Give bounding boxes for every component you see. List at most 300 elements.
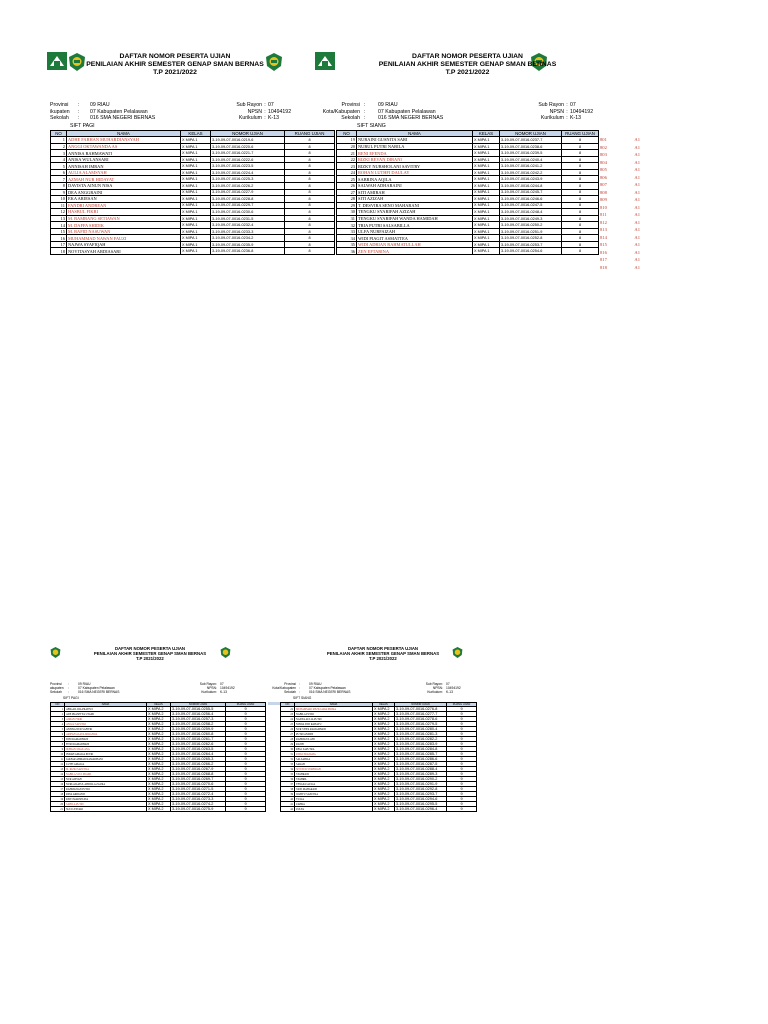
cell-exam-number: 3-19-09-07-0016-0282-2 [395,737,447,742]
cell-exam-number: 3-19-09-07-0016-0287-5 [395,762,447,767]
shift-label-small-right: SIFT SIANG [293,696,312,700]
cell-class: X MIPA 1 [181,202,211,209]
side-code-row [600,211,640,219]
cell-class: X MIPA 2 [373,712,395,717]
cell-class: X MIPA 1 [181,241,211,248]
cell-exam-number: 3-19-09-07-0016-0229-7 [211,202,285,209]
cell-room: 8 [562,248,599,255]
cell-exam-number: 3-19-09-07-0016-0274-2 [171,802,226,807]
cell-no: 35 [337,241,357,248]
cell-name: SALWAH ADHARAINI [357,183,473,190]
cell-no: 39 [281,792,295,797]
cell-room: 8 [285,241,335,248]
cell-name: NOVITASYAH ARDIASARI [67,248,181,255]
info-value: 10494192 [570,108,594,115]
cell-no: 27 [281,732,295,737]
cell-no: 4 [51,156,67,163]
cell-class: X MIPA 2 [147,737,171,742]
cell-room: 8 [285,228,335,235]
cell-name: VANI MAHARANI [295,787,373,792]
cell-no: 13 [51,767,65,772]
cell-no: 12 [51,762,65,767]
info-value: 07 [268,102,274,108]
cell-room: 9 [226,777,266,782]
cell-name: SITI NUR SYAHIRAH [295,767,373,772]
cell-name: RIZKY NURSHOLANI SAVITRY [357,163,473,170]
cell-no: 17 [51,787,65,792]
cell-name: PUTRI ANDINI [295,732,373,737]
page-title-left [80,53,270,77]
side-code: 808 [600,189,607,195]
cell-exam-number: 3-19-09-07-0016-0286-6 [395,757,447,762]
cell-exam-number: 3-19-09-07-0016-0240-4 [500,156,562,163]
side-code-row [600,151,640,159]
cell-exam-number: 3-19-09-07-0016-0261-7 [171,737,226,742]
cell-class: X MIPA 1 [181,215,211,222]
column-header: NAMA [295,703,373,707]
cell-room: 9 [447,777,477,782]
side-code: 807 [600,182,607,187]
cell-exam-number: 3-19-09-07-0016-0258-2 [171,722,226,727]
side-code: 801 [600,137,607,142]
cell-exam-number: 3-19-09-07-0016-0230-6 [211,209,285,216]
cell-exam-number: 3-19-09-07-0016-0219-6 [211,137,285,144]
side-room: A1 [634,189,640,195]
cell-room: 8 [285,143,335,150]
cell-no: 11 [51,757,65,762]
info-label: Kota/Kabupaten [322,108,360,115]
page-title-right [370,53,565,77]
cell-class: X MIPA 2 [373,767,395,772]
cell-room: 9 [226,792,266,797]
cell-exam-number: 3-19-09-07-0016-0239-5 [500,150,562,157]
cell-class: X MIPA 1 [473,189,500,196]
title-line3: T.P 2021/2022 [153,69,197,77]
side-code-row [600,219,640,227]
cell-name: TENGKU SYARIFAH WANDA HAMIDAH [357,215,473,222]
cell-class: X MIPA 1 [181,143,211,150]
cell-room: 9 [226,727,266,732]
side-room: A1 [634,144,640,150]
cell-no: 3 [51,717,65,722]
cell-class: X MIPA 2 [147,747,171,752]
info-label: Kurikulum [427,690,442,695]
cell-class: X MIPA 1 [473,241,500,248]
provincial-emblem-icon [315,52,335,70]
cell-class: X MIPA 1 [473,150,500,157]
cell-name: NURAINI GUSNITA SARI [357,137,473,144]
school-meta-right: Sub Rayon : 07 NPSN : 10494192 Kurikulum : K-13 [530,102,593,122]
cell-exam-number: 3-19-09-07-0016-0259-9 [171,727,226,732]
cell-name: RENI EFENDA [357,150,473,157]
cell-class: X MIPA 1 [181,235,211,242]
cell-exam-number: 3-19-09-07-0016-0254-6 [500,248,562,255]
cell-room: 8 [562,202,599,209]
cell-name: NINDA DWI RAHAYU [295,722,373,727]
cell-room: 9 [226,762,266,767]
cell-class: X MIPA 2 [147,732,171,737]
cell-room: 9 [447,787,477,792]
side-code-row [600,204,640,212]
side-code: 802 [600,144,607,150]
page-title-small-right [308,646,458,661]
info-label: Sekolah [341,115,360,121]
info-value: 07 Kabupaten Pelalawan [90,108,148,115]
cell-name: INDAH AMALIA PUTRI [65,752,147,757]
cell-class: X MIPA 2 [147,727,171,732]
cell-room: 8 [285,196,335,203]
column-header: RUANG UJIAN [285,131,335,137]
cell-room: 8 [562,150,599,157]
cell-exam-number: 3-19-09-07-0016-0281-3 [395,732,447,737]
cell-class: X MIPA 2 [373,807,395,812]
side-code-row [600,181,640,189]
cell-name: SYAHRANI [295,772,373,777]
cell-class: X MIPA 2 [373,717,395,722]
info-label: NPSN [247,108,262,115]
cell-no: 23 [281,712,295,717]
cell-exam-number: 3-19-09-07-0016-0234-2 [211,235,285,242]
cell-room: 9 [447,757,477,762]
cell-name: MUHAMMAD NAWAN FAUZI [67,235,181,242]
cell-no: 6 [51,169,67,176]
cell-room: 9 [226,737,266,742]
cell-room: 8 [562,215,599,222]
info-value: 10494192 [220,686,235,691]
cell-class: X MIPA 2 [373,757,395,762]
cell-class: X MIPA 2 [373,722,395,727]
cell-name: TENGKU SYARIFAH AZIZAH [357,209,473,216]
cell-exam-number: 3-19-09-07-0016-0252-8 [500,235,562,242]
side-code: 805 [600,167,607,172]
cell-room: 9 [226,767,266,772]
side-room: A1 [634,242,640,247]
info-label: Provinsi [341,102,360,108]
provincial-emblem-icon [47,52,67,70]
info-label: Provinsi [50,682,62,686]
cell-exam-number: 3-19-09-07-0016-0262-6 [171,742,226,747]
cell-exam-number: 3-19-09-07-0016-0246-6 [500,196,562,203]
side-code-row [600,256,640,264]
cell-name: ZEN EFTARINA [357,248,473,255]
cell-exam-number: 3-19-09-07-0016-0253-7 [500,241,562,248]
cell-class: X MIPA 2 [147,717,171,722]
column-header: NAMA [65,703,147,707]
cell-name: ZAHRA [295,802,373,807]
cell-exam-number: 3-19-09-07-0016-0264-4 [171,752,226,757]
cell-exam-number: 3-19-09-07-0016-0248-4 [500,209,562,216]
cell-class: X MIPA 1 [181,169,211,176]
cell-no: 9 [51,189,67,196]
column-header: KELAS [473,131,500,137]
cell-room: 8 [285,215,335,222]
cell-room: 8 [285,209,335,216]
cell-no: 6 [51,732,65,737]
cell-room: 9 [226,747,266,752]
cell-no: 11 [51,202,67,209]
cell-no: 22 [281,707,295,712]
cell-room: 8 [562,189,599,196]
info-value: 016 SMA NEGERI BERNAS [78,690,120,695]
info-value: 07 [220,682,224,686]
cell-name: AULIA ALAMSYAH [67,169,181,176]
cell-room: 8 [562,176,599,183]
cell-name: SITI AZIZAH [357,196,473,203]
cell-room: 9 [447,802,477,807]
cell-no: 19 [51,797,65,802]
cell-exam-number: 3-19-09-07-0016-0263-5 [171,747,226,752]
cell-room: 8 [285,176,335,183]
cell-exam-number: 3-19-09-07-0016-0247-5 [500,202,562,209]
cell-class: X MIPA 2 [373,787,395,792]
title-line2: PENILAIAN AKHIR SEMESTER GENAP SMAN BERNAS [326,651,440,657]
cell-no: 19 [337,137,357,144]
side-code: 813 [600,227,607,232]
column-header: NO [51,131,67,137]
side-code-row [600,249,640,257]
participants-table-right [336,130,599,255]
cell-no: 8 [51,183,67,190]
cell-exam-number: 3-19-09-07-0016-0271-5 [171,787,226,792]
side-code-row [600,196,640,204]
info-value: 07 Kabupaten Pelalawan [78,686,115,691]
side-room: A1 [634,204,640,210]
info-label: Sub Rayon [538,102,564,108]
cell-name: RINA ARDIANTI [65,792,147,797]
cell-name: RIZKI REVAN DIRANI [357,156,473,163]
bottom-section [0,640,768,811]
cell-class: X MIPA 1 [473,156,500,163]
cell-name: EKA ARIESAN [67,196,181,203]
column-header: KELAS [181,131,211,137]
cell-no: 23 [337,163,357,170]
cell-room: 9 [226,717,266,722]
cell-name: RISTI MARSELINA [65,797,147,802]
cell-exam-number: 3-19-09-07-0016-0243-9 [500,176,562,183]
cell-room: 9 [447,712,477,717]
cell-name: NAJWA SYAFIQAH [67,241,181,248]
cell-exam-number: 3-19-09-07-0016-0226-2 [211,183,285,190]
cell-room: 8 [285,202,335,209]
side-room: A1 [634,182,640,187]
school-info-small-left: Provinsi : 09 RIAU akupaten : 07 Kabupaten Pelalawan Sekolah : 016 SMA NEGERI BERNAS [50,682,120,695]
shift-label-right: SIFT SIANG [357,123,386,129]
side-code: 815 [600,242,607,247]
table-row [281,807,477,812]
cell-room: 9 [447,762,477,767]
cell-class: X MIPA 1 [181,222,211,229]
cell-no: 25 [281,722,295,727]
info-label: NPSN [206,686,216,691]
cell-no: 41 [281,802,295,807]
cell-room: 9 [226,797,266,802]
side-room: A1 [634,219,640,225]
cell-name: ROHAN LUTHFI DAULAY [357,169,473,176]
cell-room: 9 [447,732,477,737]
cell-class: X MIPA 2 [147,722,171,727]
cell-name: ANNISA NUR SAFITRI [65,727,147,732]
info-label: Sub Rayon [236,102,262,108]
cell-class: X MIPA 2 [373,782,395,787]
cell-class: X MIPA 1 [181,156,211,163]
cell-name: ANGGI SAPUTRI [65,722,147,727]
cell-class: X MIPA 1 [473,196,500,203]
top-section [0,0,768,280]
cell-exam-number: 3-19-09-07-0016-0256-4 [171,712,226,717]
info-label: NPSN [432,686,442,691]
cell-room: 9 [447,807,477,812]
column-header: KELAS [373,703,395,707]
cell-class: X MIPA 2 [373,727,395,732]
cell-exam-number: 3-19-09-07-0016-0233-3 [211,228,285,235]
cell-class: X MIPA 1 [181,248,211,255]
cell-exam-number: 3-19-09-07-0016-0227-9 [211,189,285,196]
info-value: K-13 [268,115,279,121]
cell-name: SITI AMIRAH [357,189,473,196]
cell-room: 9 [447,722,477,727]
cell-no: 26 [281,727,295,732]
cell-no: 31 [337,215,357,222]
cell-name: TRIA PUTRI SALSABILLA [357,222,473,229]
cell-name: JAKFAR AHMAD RAMADHANI [65,757,147,762]
cell-class: X MIPA 2 [147,752,171,757]
cell-name: M. RIZKI SAPUTRA [65,767,147,772]
column-header: RUANG UJIAN [226,703,266,707]
cell-room: 8 [562,228,599,235]
side-code-row [600,189,640,197]
cell-name: ANGGI OKTAWANDA AS [67,143,181,150]
side-code: 818 [600,264,607,270]
cell-exam-number: 3-19-09-07-0016-0221-7 [211,150,285,157]
cell-name: NADYA AULIA PUTRI [295,717,373,722]
side-code: 809 [600,197,607,202]
cell-name: ZULFA [295,807,373,812]
info-label: Kurikulum [238,115,262,121]
cell-no: 29 [281,742,295,747]
column-header: RUANG UJIAN [447,703,477,707]
cell-name: REGI SAPUTRA [295,747,373,752]
cell-no: 8 [51,742,65,747]
cell-name: IKHSAN MAULANA [65,747,147,752]
cell-exam-number: 3-19-09-07-0016-0249-3 [500,215,562,222]
cell-no: 24 [281,717,295,722]
cell-exam-number: 3-19-09-07-0016-0242-2 [500,169,562,176]
column-header: RUANG UJIAN [562,131,599,137]
cell-no: 25 [337,176,357,183]
info-value: 09 RIAU [78,682,91,686]
cell-no: 16 [51,782,65,787]
cell-name: ABIGAIL RIA PRATIWI [65,707,147,712]
cell-exam-number: 3-19-09-07-0016-0292-8 [395,787,447,792]
title-line2: PENILAIAN AKHIR SEMESTER GENAP SMAN BERNAS [378,61,557,69]
cell-class: X MIPA 1 [473,176,500,183]
cell-name: SUCI LESTARI [65,807,147,812]
side-code: 810 [600,204,607,210]
cell-exam-number: 3-19-09-07-0016-0241-2 [500,163,562,170]
cell-exam-number: 3-19-09-07-0016-0245-7 [500,189,562,196]
cell-name: NABILA PUTRI [295,712,373,717]
page-title-small-left [75,646,225,661]
school-meta-left: Sub Rayon : 07 NPSN : 10494192 Kurikulum : K-13 [230,102,291,122]
cell-no: 20 [337,143,357,150]
side-room: A1 [634,159,640,165]
cell-name: SAHILA PUTRI [65,802,147,807]
cell-class: X MIPA 2 [147,712,171,717]
cell-room: 8 [562,222,599,229]
cell-name: NUR SYIFA RAMADHANI [295,727,373,732]
cell-room: 8 [285,248,335,255]
cell-no: 10 [51,196,67,203]
cell-room: 9 [447,717,477,722]
cell-room: 8 [562,163,599,170]
info-value: 016 SMA NEGERI BERNAS [309,690,351,695]
cell-name: DINI RAMADHANI [65,737,147,742]
side-code-row [600,241,640,249]
table-row [51,248,335,255]
cell-no: 30 [281,747,295,752]
cell-no: 5 [51,727,65,732]
info-value: 09 RIAU [378,102,398,108]
cell-name: SARAH [295,762,373,767]
cell-class: X MIPA 1 [473,169,500,176]
side-code-row [600,136,640,144]
cell-no: 29 [337,202,357,209]
cell-no: 40 [281,797,295,802]
cell-name: YULIA [295,797,373,802]
cell-name: NURUL PUTRI NABILA [357,143,473,150]
cell-room: 8 [285,137,335,144]
side-code: 817 [600,257,607,262]
cell-room: 9 [447,707,477,712]
cell-class: X MIPA 2 [147,797,171,802]
cell-class: X MIPA 2 [147,772,171,777]
cell-exam-number: 3-19-09-07-0016-0278-6 [395,717,447,722]
column-header: NO [281,703,295,707]
side-code-row [600,144,640,152]
participants-table-left [50,130,335,255]
side-room: A1 [634,234,640,240]
cell-no: 7 [51,176,67,183]
cell-name: NABILA SUCI PRAMI [65,772,147,777]
cell-no: 26 [337,183,357,190]
cell-room: 8 [562,209,599,216]
cell-room: 8 [562,235,599,242]
side-room: A1 [634,212,640,217]
cell-name: MUHAMMAD REZKI ARIA PRIMA [295,707,373,712]
cell-class: X MIPA 1 [473,202,500,209]
info-value: 10494192 [268,108,292,115]
title-line1: DAFTAR NOMOR PESERTA UJIAN [114,646,186,651]
info-label: ikupaten [50,108,70,115]
cell-no: 5 [51,163,67,170]
column-header: NO [337,131,357,137]
cell-exam-number: 3-19-09-07-0016-0223-5 [211,163,285,170]
cell-name: M. BAMBANG SETIAWAN [67,215,181,222]
cell-exam-number: 3-19-09-07-0016-0251-9 [500,228,562,235]
cell-class: X MIPA 1 [473,235,500,242]
cell-no: 33 [337,228,357,235]
cell-no: 36 [337,248,357,255]
cell-no: 10 [51,752,65,757]
cell-name: NUR AISYAH [65,777,147,782]
info-label: NPSN [549,108,564,115]
cell-class: X MIPA 2 [373,737,395,742]
column-header: NOMOR UJIAN [171,703,226,707]
cell-no: 21 [337,150,357,157]
cell-class: X MIPA 2 [373,762,395,767]
cell-no: 38 [281,787,295,792]
info-label: Sub Rayon [199,682,216,686]
